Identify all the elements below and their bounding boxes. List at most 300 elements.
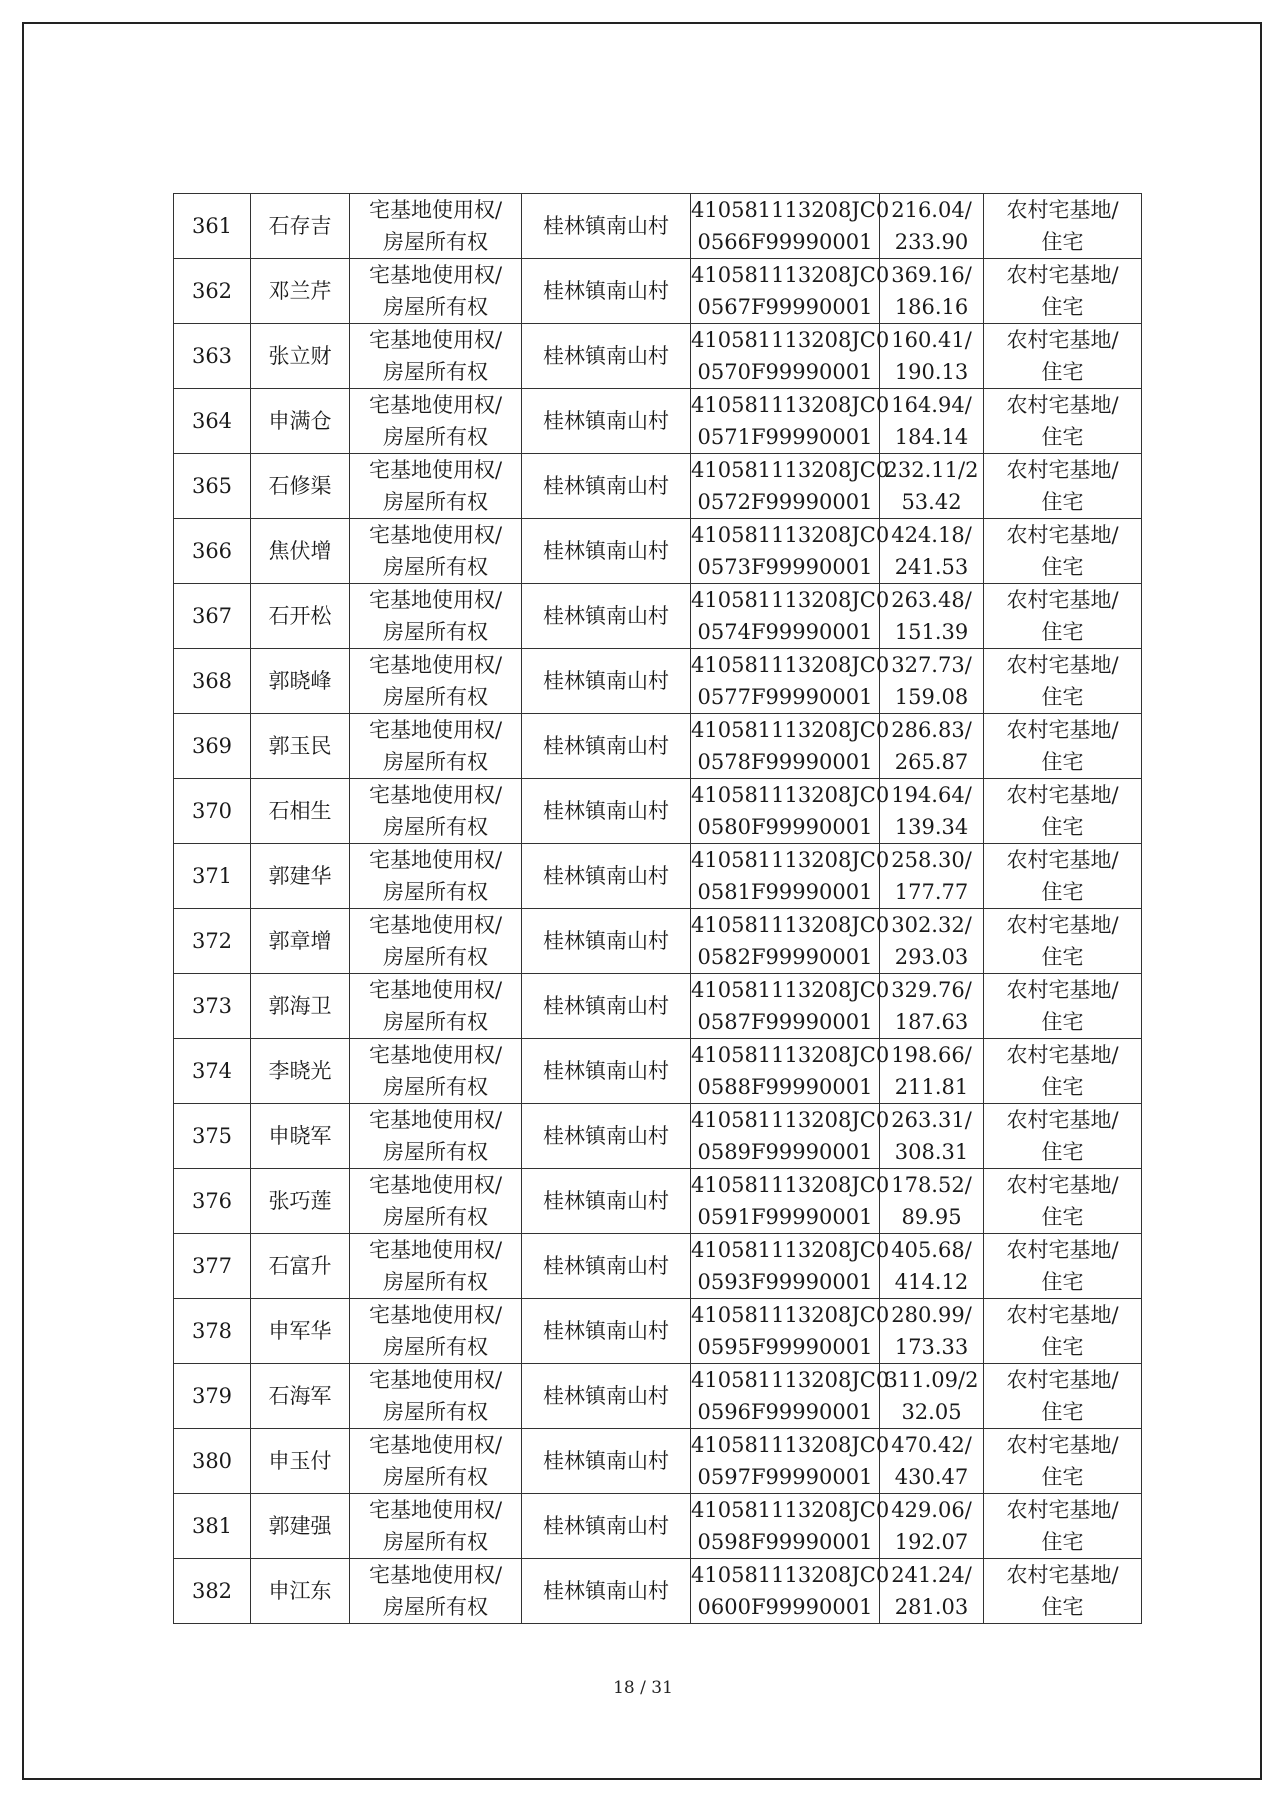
cell-right-type <box>350 649 522 714</box>
cell-right-type-line: 房屋所有权 <box>383 1400 488 1424</box>
cell-area <box>880 519 984 584</box>
cell-serial-number: 370 <box>174 779 251 844</box>
cell-usage <box>984 649 1142 714</box>
cell-usage-line: 住宅 <box>1041 1465 1084 1489</box>
cell-right-type <box>350 1234 522 1299</box>
cell-unit-code <box>691 194 890 259</box>
cell-usage <box>984 1169 1142 1234</box>
cell-right-type-line: 宅基地使用权/ <box>368 588 503 612</box>
cell-right-type-line: 宅基地使用权/ <box>368 393 503 417</box>
cell-owner-name: 张巧莲 <box>251 1169 350 1234</box>
cell-usage-line: 住宅 <box>1041 425 1084 449</box>
cell-right-type-line: 宅基地使用权/ <box>368 1368 503 1392</box>
cell-unit-code-line: 0595F99990001 <box>697 1335 873 1359</box>
cell-serial-number: 371 <box>174 844 251 909</box>
cell-unit-code-line: 0566F99990001 <box>697 230 873 254</box>
cell-area-line: 89.95 <box>901 1205 962 1229</box>
table-row <box>174 584 1142 649</box>
cell-right-type <box>350 974 522 1039</box>
cell-unit-code <box>691 1234 890 1299</box>
cell-owner-name: 申江东 <box>251 1559 350 1624</box>
cell-usage-line: 住宅 <box>1041 750 1084 774</box>
cell-usage-line: 住宅 <box>1041 490 1084 514</box>
cell-serial-number: 379 <box>174 1364 251 1429</box>
cell-area-line: 177.77 <box>894 880 969 904</box>
cell-usage-line: 农村宅基地/ <box>1006 783 1119 807</box>
cell-unit-code-line: 0570F99990001 <box>697 360 873 384</box>
cell-location: 桂林镇南山村 <box>522 1104 691 1169</box>
cell-usage <box>984 324 1142 389</box>
table-row <box>174 1299 1142 1364</box>
cell-unit-code-line: 0572F99990001 <box>697 490 873 514</box>
cell-usage-line: 住宅 <box>1041 1270 1084 1294</box>
cell-owner-name: 申晓军 <box>251 1104 350 1169</box>
cell-serial-number: 361 <box>174 194 251 259</box>
cell-area <box>880 844 984 909</box>
cell-unit-code-line: 0588F99990001 <box>697 1075 873 1099</box>
cell-unit-code <box>691 649 890 714</box>
cell-unit-code <box>691 454 890 519</box>
cell-unit-code <box>691 1169 890 1234</box>
cell-usage-line: 住宅 <box>1041 1595 1084 1619</box>
cell-area-line: 430.47 <box>894 1465 969 1489</box>
cell-right-type <box>350 1364 522 1429</box>
cell-area-line: 293.03 <box>894 945 969 969</box>
cell-right-type-line: 宅基地使用权/ <box>368 1238 503 1262</box>
cell-unit-code <box>691 714 890 779</box>
cell-usage <box>984 909 1142 974</box>
cell-right-type-line: 房屋所有权 <box>383 945 488 969</box>
cell-right-type-line: 宅基地使用权/ <box>368 458 503 482</box>
table-body <box>174 194 1142 1624</box>
cell-unit-code-line: 0571F99990001 <box>697 425 873 449</box>
cell-area-line: 265.87 <box>894 750 969 774</box>
table-row <box>174 454 1142 519</box>
cell-unit-code-line: 0581F99990001 <box>697 880 873 904</box>
cell-owner-name: 郭海卫 <box>251 974 350 1039</box>
cell-area-line: 198.66/ <box>891 1043 972 1067</box>
cell-usage <box>984 519 1142 584</box>
cell-area-line: 429.06/ <box>891 1498 972 1522</box>
cell-right-type-line: 房屋所有权 <box>383 880 488 904</box>
cell-usage-line: 住宅 <box>1041 620 1084 644</box>
cell-usage-line: 农村宅基地/ <box>1006 588 1119 612</box>
cell-right-type <box>350 909 522 974</box>
cell-unit-code <box>691 1104 890 1169</box>
cell-right-type-line: 房屋所有权 <box>383 750 488 774</box>
cell-unit-code <box>691 1364 890 1429</box>
cell-unit-code-line: 410581113208JC0 <box>691 913 890 937</box>
cell-area-line: 192.07 <box>894 1530 969 1554</box>
table-row <box>174 909 1142 974</box>
cell-right-type-line: 房屋所有权 <box>383 1205 488 1229</box>
cell-area <box>880 1494 984 1559</box>
cell-unit-code <box>691 259 890 324</box>
cell-serial-number: 367 <box>174 584 251 649</box>
cell-right-type <box>350 324 522 389</box>
cell-owner-name: 石修渠 <box>251 454 350 519</box>
cell-area <box>880 324 984 389</box>
cell-area <box>880 454 984 519</box>
cell-area-line: 369.16/ <box>891 263 972 287</box>
cell-area <box>880 1559 984 1624</box>
cell-area-line: 187.63 <box>894 1010 969 1034</box>
cell-usage-line: 农村宅基地/ <box>1006 913 1119 937</box>
cell-right-type-line: 房屋所有权 <box>383 815 488 839</box>
cell-area-line: 211.81 <box>894 1075 969 1099</box>
cell-area-line: 414.12 <box>894 1270 969 1294</box>
cell-area-line: 329.76/ <box>891 978 972 1002</box>
cell-usage-line: 住宅 <box>1041 945 1084 969</box>
cell-unit-code-line: 410581113208JC0 <box>691 198 890 222</box>
cell-owner-name: 张立财 <box>251 324 350 389</box>
cell-area-line: 281.03 <box>894 1595 969 1619</box>
cell-area-line: 424.18/ <box>891 523 972 547</box>
table-row <box>174 1364 1142 1429</box>
cell-usage-line: 农村宅基地/ <box>1006 1238 1119 1262</box>
cell-area <box>880 1429 984 1494</box>
cell-right-type-line: 房屋所有权 <box>383 1010 488 1034</box>
cell-right-type <box>350 519 522 584</box>
cell-usage-line: 住宅 <box>1041 1140 1084 1164</box>
cell-usage-line: 农村宅基地/ <box>1006 653 1119 677</box>
cell-unit-code-line: 410581113208JC0 <box>691 1108 890 1132</box>
cell-usage-line: 农村宅基地/ <box>1006 263 1119 287</box>
cell-area <box>880 389 984 454</box>
cell-owner-name: 邓兰芹 <box>251 259 350 324</box>
cell-area-line: 263.31/ <box>891 1108 972 1132</box>
cell-right-type <box>350 389 522 454</box>
cell-area-line: 32.05 <box>901 1400 962 1424</box>
cell-usage-line: 住宅 <box>1041 360 1084 384</box>
cell-right-type <box>350 714 522 779</box>
cell-location: 桂林镇南山村 <box>522 1039 691 1104</box>
cell-unit-code-line: 410581113208JC0 <box>691 1433 890 1457</box>
cell-usage-line: 农村宅基地/ <box>1006 328 1119 352</box>
cell-usage-line: 住宅 <box>1041 1335 1084 1359</box>
cell-usage-line: 住宅 <box>1041 295 1084 319</box>
cell-owner-name: 郭章增 <box>251 909 350 974</box>
cell-serial-number: 364 <box>174 389 251 454</box>
cell-area-line: 184.14 <box>894 425 969 449</box>
cell-usage-line: 农村宅基地/ <box>1006 458 1119 482</box>
cell-unit-code <box>691 1299 890 1364</box>
cell-usage <box>984 1234 1142 1299</box>
cell-unit-code-line: 410581113208JC0 <box>691 393 890 417</box>
cell-area <box>880 1169 984 1234</box>
cell-area-line: 194.64/ <box>891 783 972 807</box>
cell-right-type-line: 宅基地使用权/ <box>368 1433 503 1457</box>
cell-unit-code-line: 0580F99990001 <box>697 815 873 839</box>
table-row <box>174 974 1142 1039</box>
cell-right-type-line: 房屋所有权 <box>383 1595 488 1619</box>
cell-unit-code-line: 410581113208JC0 <box>691 523 890 547</box>
table-row <box>174 779 1142 844</box>
cell-right-type-line: 宅基地使用权/ <box>368 848 503 872</box>
cell-unit-code-line: 410581113208JC0 <box>691 653 890 677</box>
cell-serial-number: 365 <box>174 454 251 519</box>
cell-location: 桂林镇南山村 <box>522 1429 691 1494</box>
cell-serial-number: 376 <box>174 1169 251 1234</box>
cell-usage-line: 住宅 <box>1041 555 1084 579</box>
cell-usage-line: 农村宅基地/ <box>1006 848 1119 872</box>
cell-unit-code-line: 410581113208JC0 <box>691 1368 890 1392</box>
table-row <box>174 1494 1142 1559</box>
cell-location: 桂林镇南山村 <box>522 194 691 259</box>
cell-right-type-line: 宅基地使用权/ <box>368 198 503 222</box>
cell-usage-line: 农村宅基地/ <box>1006 523 1119 547</box>
cell-unit-code <box>691 389 890 454</box>
cell-right-type-line: 房屋所有权 <box>383 295 488 319</box>
cell-area-line: 405.68/ <box>891 1238 972 1262</box>
cell-usage-line: 农村宅基地/ <box>1006 1108 1119 1132</box>
cell-location: 桂林镇南山村 <box>522 519 691 584</box>
cell-unit-code-line: 0600F99990001 <box>697 1595 873 1619</box>
cell-usage <box>984 1104 1142 1169</box>
cell-area <box>880 584 984 649</box>
cell-area-line: 160.41/ <box>891 328 972 352</box>
cell-area-line: 258.30/ <box>891 848 972 872</box>
cell-usage <box>984 844 1142 909</box>
cell-serial-number: 369 <box>174 714 251 779</box>
cell-right-type <box>350 194 522 259</box>
cell-serial-number: 375 <box>174 1104 251 1169</box>
cell-area-line: 286.83/ <box>891 718 972 742</box>
cell-usage <box>984 1039 1142 1104</box>
cell-usage-line: 住宅 <box>1041 815 1084 839</box>
cell-area <box>880 714 984 779</box>
cell-usage-line: 农村宅基地/ <box>1006 978 1119 1002</box>
cell-right-type-line: 房屋所有权 <box>383 1530 488 1554</box>
cell-area-line: 139.34 <box>894 815 969 839</box>
cell-unit-code-line: 0598F99990001 <box>697 1530 873 1554</box>
cell-usage-line: 农村宅基地/ <box>1006 1303 1119 1327</box>
cell-usage-line: 农村宅基地/ <box>1006 1043 1119 1067</box>
table-row <box>174 1429 1142 1494</box>
cell-location: 桂林镇南山村 <box>522 974 691 1039</box>
cell-unit-code-line: 410581113208JC0 <box>691 328 890 352</box>
cell-right-type <box>350 584 522 649</box>
cell-location: 桂林镇南山村 <box>522 259 691 324</box>
cell-location: 桂林镇南山村 <box>522 1559 691 1624</box>
cell-unit-code-line: 410581113208JC0 <box>691 458 890 482</box>
cell-unit-code-line: 410581113208JC0 <box>691 848 890 872</box>
cell-location: 桂林镇南山村 <box>522 1494 691 1559</box>
table-row <box>174 1234 1142 1299</box>
cell-unit-code <box>691 779 890 844</box>
cell-owner-name: 李晓光 <box>251 1039 350 1104</box>
cell-area-line: 470.42/ <box>891 1433 972 1457</box>
cell-usage-line: 住宅 <box>1041 230 1084 254</box>
cell-area-line: 216.04/ <box>891 198 972 222</box>
cell-usage <box>984 1494 1142 1559</box>
cell-area-line: 263.48/ <box>891 588 972 612</box>
cell-area-line: 233.90 <box>894 230 969 254</box>
cell-area-line: 241.24/ <box>891 1563 972 1587</box>
cell-serial-number: 381 <box>174 1494 251 1559</box>
page-number: 18 / 31 <box>613 1678 673 1698</box>
cell-usage <box>984 194 1142 259</box>
cell-serial-number: 362 <box>174 259 251 324</box>
cell-unit-code-line: 410581113208JC0 <box>691 1303 890 1327</box>
cell-unit-code-line: 0567F99990001 <box>697 295 873 319</box>
cell-right-type-line: 宅基地使用权/ <box>368 523 503 547</box>
cell-right-type <box>350 1299 522 1364</box>
cell-area <box>880 1299 984 1364</box>
cell-unit-code <box>691 1429 890 1494</box>
cell-unit-code <box>691 1494 890 1559</box>
cell-area-line: 232.11/2 <box>884 458 979 482</box>
cell-serial-number: 380 <box>174 1429 251 1494</box>
cell-area <box>880 909 984 974</box>
cell-unit-code-line: 0591F99990001 <box>697 1205 873 1229</box>
cell-area <box>880 779 984 844</box>
cell-unit-code-line: 410581113208JC0 <box>691 718 890 742</box>
cell-unit-code-line: 0593F99990001 <box>697 1270 873 1294</box>
cell-right-type <box>350 1039 522 1104</box>
cell-unit-code-line: 0577F99990001 <box>697 685 873 709</box>
cell-area <box>880 194 984 259</box>
cell-unit-code-line: 0587F99990001 <box>697 1010 873 1034</box>
cell-usage <box>984 259 1142 324</box>
cell-area-line: 159.08 <box>894 685 969 709</box>
cell-usage-line: 住宅 <box>1041 1010 1084 1034</box>
cell-usage <box>984 1364 1142 1429</box>
cell-owner-name: 石富升 <box>251 1234 350 1299</box>
cell-unit-code-line: 0589F99990001 <box>697 1140 873 1164</box>
cell-area-line: 311.09/2 <box>884 1368 979 1392</box>
cell-area-line: 190.13 <box>894 360 969 384</box>
cell-location: 桂林镇南山村 <box>522 1234 691 1299</box>
cell-right-type-line: 宅基地使用权/ <box>368 653 503 677</box>
cell-right-type <box>350 779 522 844</box>
cell-location: 桂林镇南山村 <box>522 389 691 454</box>
cell-right-type <box>350 1104 522 1169</box>
cell-usage-line: 住宅 <box>1041 685 1084 709</box>
table-row <box>174 1039 1142 1104</box>
cell-usage <box>984 714 1142 779</box>
cell-serial-number: 368 <box>174 649 251 714</box>
cell-unit-code-line: 410581113208JC0 <box>691 978 890 1002</box>
cell-area-line: 178.52/ <box>891 1173 972 1197</box>
cell-unit-code-line: 0578F99990001 <box>697 750 873 774</box>
cell-serial-number: 373 <box>174 974 251 1039</box>
cell-owner-name: 郭建华 <box>251 844 350 909</box>
cell-owner-name: 申军华 <box>251 1299 350 1364</box>
cell-unit-code-line: 0582F99990001 <box>697 945 873 969</box>
cell-right-type-line: 房屋所有权 <box>383 1075 488 1099</box>
cell-right-type-line: 宅基地使用权/ <box>368 1498 503 1522</box>
cell-right-type-line: 房屋所有权 <box>383 1335 488 1359</box>
cell-location: 桂林镇南山村 <box>522 779 691 844</box>
cell-usage-line: 农村宅基地/ <box>1006 393 1119 417</box>
cell-location: 桂林镇南山村 <box>522 649 691 714</box>
cell-right-type-line: 宅基地使用权/ <box>368 718 503 742</box>
cell-unit-code <box>691 324 890 389</box>
cell-right-type <box>350 1559 522 1624</box>
cell-area-line: 327.73/ <box>891 653 972 677</box>
cell-location: 桂林镇南山村 <box>522 844 691 909</box>
cell-usage-line: 住宅 <box>1041 880 1084 904</box>
cell-right-type <box>350 1494 522 1559</box>
cell-unit-code-line: 410581113208JC0 <box>691 783 890 807</box>
cell-usage <box>984 1559 1142 1624</box>
cell-right-type-line: 宅基地使用权/ <box>368 913 503 937</box>
cell-owner-name: 郭建强 <box>251 1494 350 1559</box>
cell-area-line: 53.42 <box>901 490 962 514</box>
cell-unit-code-line: 410581113208JC0 <box>691 1238 890 1262</box>
cell-usage-line: 住宅 <box>1041 1205 1084 1229</box>
cell-usage <box>984 584 1142 649</box>
cell-owner-name: 石存吉 <box>251 194 350 259</box>
cell-owner-name: 申满仓 <box>251 389 350 454</box>
cell-unit-code <box>691 1039 890 1104</box>
cell-area-line: 164.94/ <box>891 393 972 417</box>
cell-location: 桂林镇南山村 <box>522 909 691 974</box>
cell-usage-line: 农村宅基地/ <box>1006 1433 1119 1457</box>
cell-unit-code <box>691 519 890 584</box>
cell-location: 桂林镇南山村 <box>522 324 691 389</box>
cell-right-type-line: 房屋所有权 <box>383 1270 488 1294</box>
cell-usage <box>984 974 1142 1039</box>
cell-right-type-line: 房屋所有权 <box>383 620 488 644</box>
cell-location: 桂林镇南山村 <box>522 714 691 779</box>
cell-location: 桂林镇南山村 <box>522 1169 691 1234</box>
cell-right-type <box>350 1429 522 1494</box>
table-row <box>174 194 1142 259</box>
cell-right-type-line: 房屋所有权 <box>383 685 488 709</box>
cell-right-type-line: 宅基地使用权/ <box>368 328 503 352</box>
cell-serial-number: 372 <box>174 909 251 974</box>
table-row <box>174 1104 1142 1169</box>
cell-unit-code <box>691 1559 890 1624</box>
cell-unit-code-line: 410581113208JC0 <box>691 1043 890 1067</box>
cell-area-line: 186.16 <box>894 295 969 319</box>
cell-unit-code-line: 0597F99990001 <box>697 1465 873 1489</box>
cell-right-type-line: 房屋所有权 <box>383 1465 488 1489</box>
cell-location: 桂林镇南山村 <box>522 454 691 519</box>
cell-serial-number: 378 <box>174 1299 251 1364</box>
cell-location: 桂林镇南山村 <box>522 1364 691 1429</box>
cell-right-type-line: 宅基地使用权/ <box>368 1043 503 1067</box>
cell-owner-name: 焦伏增 <box>251 519 350 584</box>
table-row <box>174 1169 1142 1234</box>
cell-serial-number: 363 <box>174 324 251 389</box>
table-row <box>174 389 1142 454</box>
cell-area <box>880 649 984 714</box>
cell-owner-name: 郭晓峰 <box>251 649 350 714</box>
cell-area-line: 308.31 <box>894 1140 969 1164</box>
cell-usage <box>984 1429 1142 1494</box>
cell-right-type-line: 房屋所有权 <box>383 230 488 254</box>
cell-area-line: 151.39 <box>894 620 969 644</box>
cell-right-type <box>350 454 522 519</box>
cell-owner-name: 申玉付 <box>251 1429 350 1494</box>
table-row <box>174 649 1142 714</box>
cell-unit-code <box>691 584 890 649</box>
cell-usage-line: 农村宅基地/ <box>1006 1498 1119 1522</box>
table-row <box>174 259 1142 324</box>
cell-right-type-line: 房屋所有权 <box>383 555 488 579</box>
cell-right-type-line: 宅基地使用权/ <box>368 1108 503 1132</box>
cell-usage-line: 住宅 <box>1041 1530 1084 1554</box>
cell-right-type-line: 房屋所有权 <box>383 490 488 514</box>
cell-serial-number: 374 <box>174 1039 251 1104</box>
cell-right-type-line: 宅基地使用权/ <box>368 1563 503 1587</box>
cell-area <box>880 1039 984 1104</box>
cell-location: 桂林镇南山村 <box>522 1299 691 1364</box>
cell-usage-line: 农村宅基地/ <box>1006 1368 1119 1392</box>
